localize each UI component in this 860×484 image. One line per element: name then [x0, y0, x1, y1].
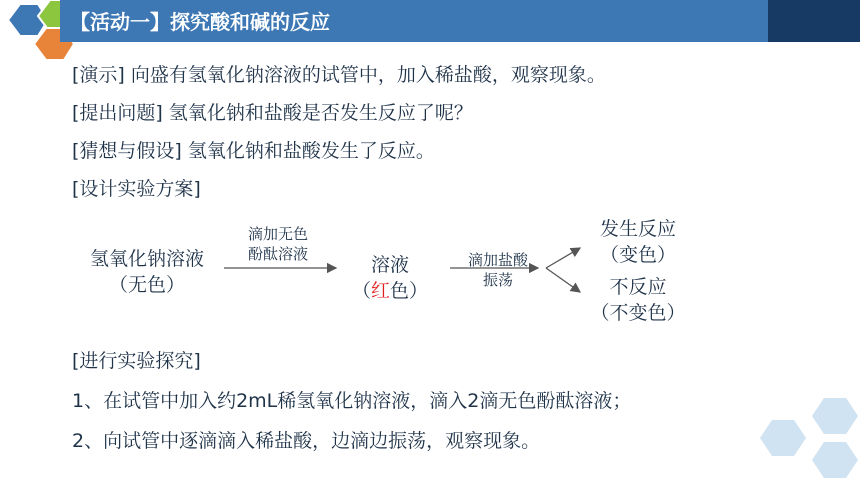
- arrow2-label-top: 滴加盐酸: [467, 251, 528, 269]
- result2-note: （不变色）: [590, 302, 686, 324]
- question-line: [提出问题] 氢氧化钠和盐酸是否发生反应了呢？: [72, 102, 473, 124]
- hypothesis-line: [猜想与假设] 氢氧化钠和盐酸发生了反应。: [72, 140, 435, 162]
- branch-down-line: [546, 268, 580, 292]
- arrow1-label-top: 滴加无色: [247, 225, 308, 243]
- hexagon-decoration-bottom: [750, 394, 860, 484]
- branch-up-line: [546, 248, 580, 268]
- explore-line: [进行实验探究]: [72, 350, 201, 372]
- step1-line: 1、在试管中加入约2mL稀氢氧化钠溶液，滴入2滴无色酚酞溶液；: [72, 390, 632, 412]
- step2-line: 2、向试管中逐滴滴入稀盐酸，边滴边振荡，观察现象。: [72, 430, 541, 452]
- mid-solution-name: 溶液: [370, 254, 409, 276]
- arrow2-label-bottom: 振荡: [482, 271, 513, 289]
- demo-line: [演示] 向盛有氢氧化钠溶液的试管中，加入稀盐酸，观察现象。: [72, 64, 606, 86]
- result1-title: 发生反应: [599, 218, 676, 240]
- page-title: 【活动一】探究酸和碱的反应: [70, 10, 330, 34]
- mid-solution-note: （红色）: [351, 280, 429, 302]
- result1-note: （变色）: [599, 244, 676, 266]
- start-solution-name: 氢氧化钠溶液: [89, 248, 204, 270]
- arrow1-label-bottom: 酚酞溶液: [247, 245, 308, 263]
- red-color-word: 红: [370, 280, 390, 302]
- start-solution-note: （无色）: [108, 274, 185, 296]
- result2-title: 不反应: [609, 276, 667, 298]
- design-line: [设计实验方案]: [72, 178, 201, 200]
